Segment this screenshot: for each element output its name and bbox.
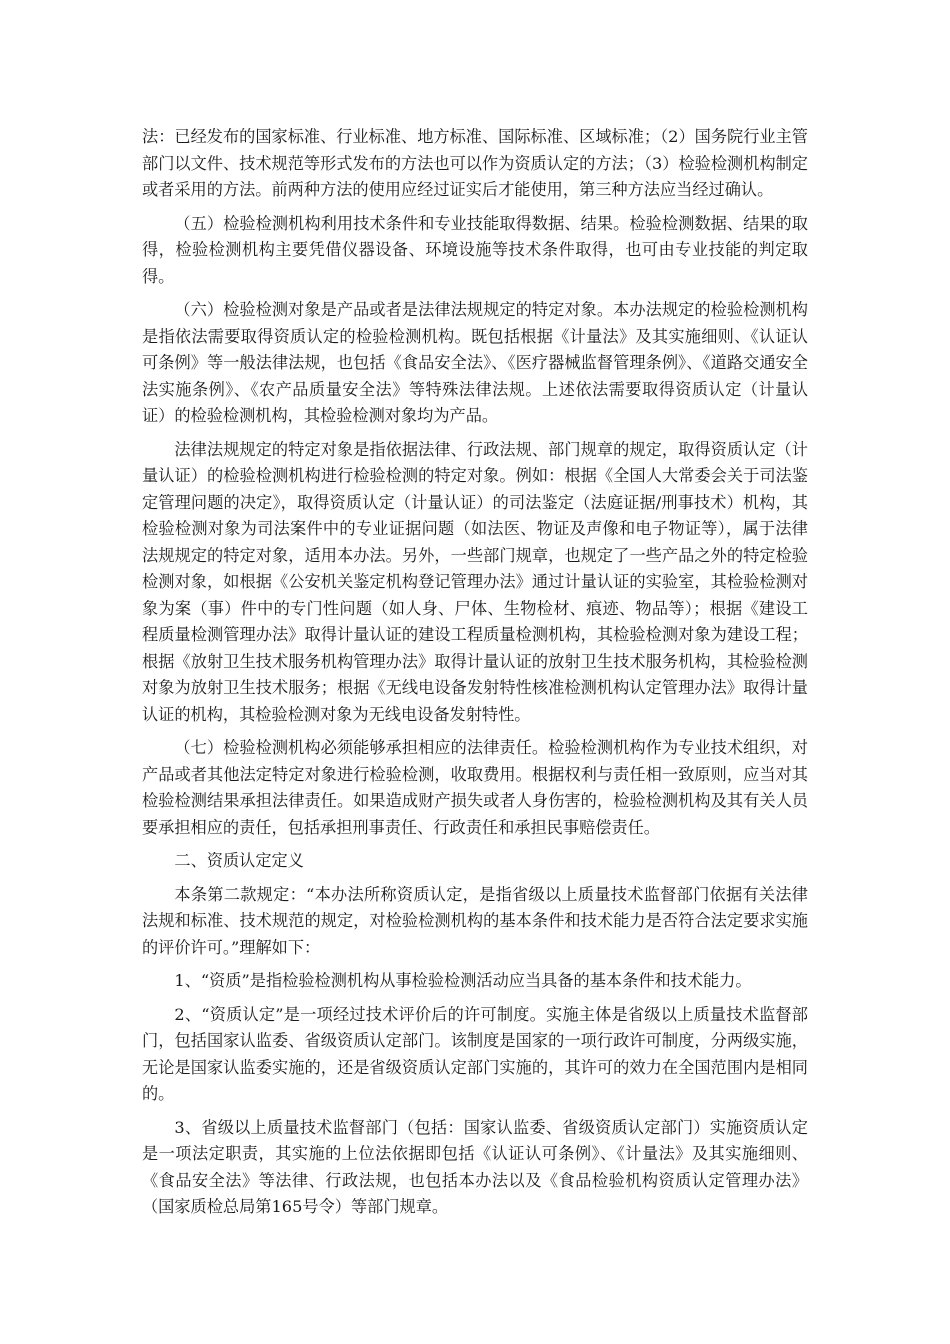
paragraph-point-3: 3、省级以上质量技术监督部门（包括：国家认监委、省级资质认定部门）实施资质认定是一项法定职责，其实施的上位法依据即包括《认证认可条例》、《计量法》及其实施细则、《食品安全法》等法律、行政法规，也包括本办法以及《食品检验机构资质认定管理办法》（国家质检总局第165号令）等部门规章。: [142, 1117, 808, 1216]
section-heading-definition: 二、资质认定定义: [174, 851, 304, 870]
paragraph-item-6: （六）检验检测对象是产品或者是法律法规规定的特定对象。本办法规定的检验检测机构是指依法需要取得资质认定的检验检测机构。既包括根据《计量法》及其实施细则、《认证认可条例》等一般法律法规，也包括《食品安全法》、《医疗器械监督管理条例》、《道路交通安全法实施条例》、《农产品质量安全法》等特殊法律法规。上述依法需要取得资质认定（计量认证）的检验检测机构，其检验检测对象均为产品。: [142, 300, 808, 425]
paragraph-definition-quote: 本条第二款规定：“本办法所称资质认定，是指省级以上质量技术监督部门依据有关法律法规和标准、技术规范的规定，对检验检测机构的基本条件和技术能力是否符合法定要求实施的评价许可。”理解如下：: [142, 884, 808, 957]
paragraph-specific-objects: 法律法规规定的特定对象是指依据法律、行政法规、部门规章的规定，取得资质认定（计量认证）的检验检测机构进行检验检测的特定对象。例如：根据《全国人大常委会关于司法鉴定管理问题的决定》，取得资质认定（计量认证）的司法鉴定（法庭证据/刑事技术）机构，其检验检测对象为司法案件中的专业证据问题（如法医、物证及声像和电子物证等），属于法律法规规定的特定对象，适用本办法。另外，一些部门规章，也规定了一些产品之外的特定检验检测对象，如根据《公安机关鉴定机构登记管理办法》通过计量认证的实验室，其检验检测对象为案（事）件中的专门性问题（如人身、尸体、生物检材、痕迹、物品等）；根据《建设工程质量检测管理办法》取得计量认证的建设工程质量检测机构，其检验检测对象为建设工程；根据《放射卫生技术服务机构管理办法》取得计量认证的放射卫生技术服务机构，其检验检测对象为放射卫生技术服务；根据《无线电设备发射特性核准检测机构认定管理办法》取得计量认证的机构，其检验检测对象为无线电设备发射特性。: [142, 439, 808, 724]
paragraph-point-1: 1、“资质”是指检验检测机构从事检验检测活动应当具备的基本条件和技术能力。: [174, 971, 752, 990]
paragraph-item-7: （七）检验检测机构必须能够承担相应的法律责任。检验检测机构作为专业技术组织，对产品或者其他法定特定对象进行检验检测，收取费用。根据权利与责任相一致原则，应当对其检验检测结果承担法律责任。如果造成财产损失或者人身伤害的，检验检测机构及其有关人员要承担相应的责任，包括承担刑事责任、行政责任和承担民事赔偿责任。: [142, 738, 808, 837]
paragraph-methods-continuation: 法：已经发布的国家标准、行业标准、地方标准、国际标准、区域标准；（2）国务院行业主管部门以文件、技术规范等形式发布的方法也可以作为资质认定的方法；（3）检验检测机构制定或者采用的方法。前两种方法的使用应经过证实后才能使用，第三种方法应当经过确认。: [142, 127, 808, 199]
paragraph-item-5: （五）检验检测机构利用技术条件和专业技能取得数据、结果。检验检测数据、结果的取得，检验检测机构主要凭借仪器设备、环境设施等技术条件取得，也可由专业技能的判定取得。: [142, 213, 808, 286]
document-body: [142, 124, 808, 1228]
paragraph-point-2: 2、“资质认定”是一项经过技术评价后的许可制度。实施主体是省级以上质量技术监督部门，包括国家认监委、省级资质认定部门。该制度是国家的一项行政许可制度，分两级实施，无论是国家认监委实施的，还是省级资质认定部门实施的，其许可的效力在全国范围内是相同的。: [142, 1004, 808, 1103]
